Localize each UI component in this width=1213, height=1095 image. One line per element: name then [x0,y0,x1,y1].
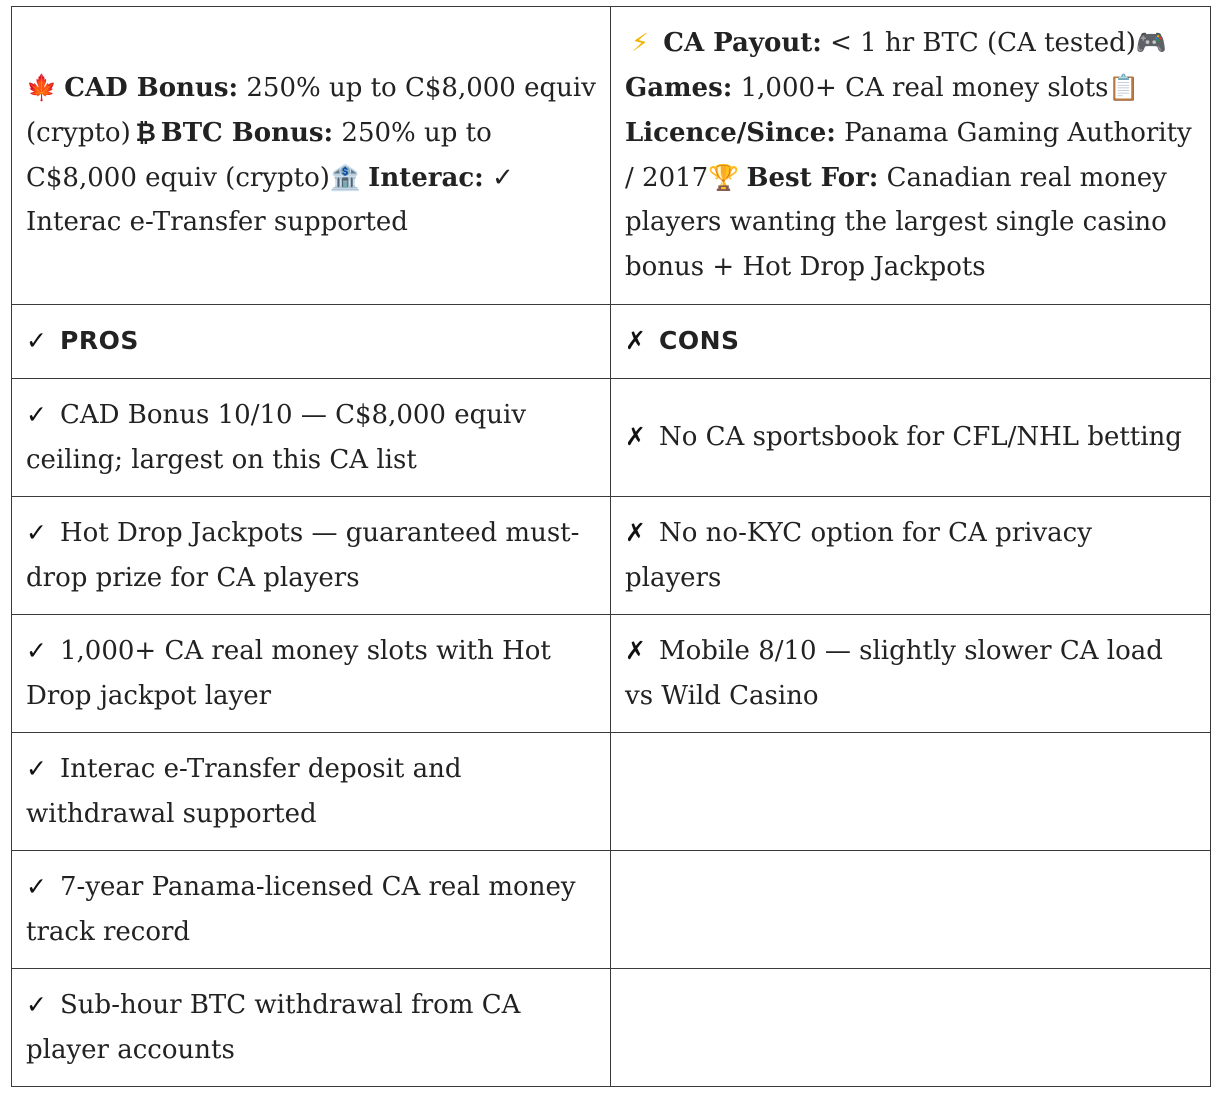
cross-icon: ✗ [625,326,646,356]
pro-text: CAD Bonus 10/10 — C$8,000 equiv ceiling; largest on this CA list [26,399,527,475]
check-icon: ✓ [26,399,47,429]
con-cell [611,379,1211,497]
best-for-value: Canadian real money players wanting the largest single casino bonus + Hot Drop Jackpots [625,162,1167,283]
licence-value: Panama Gaming Authority / 2017 [625,117,1192,193]
trophy-icon: 🏆 [708,162,740,192]
check-icon: ✓ [26,635,47,665]
con-cell [611,497,1211,615]
check-icon: ✓ [26,989,47,1019]
bitcoin-icon: ₿ [135,117,156,147]
bank-icon: 🏦 [329,162,362,192]
check-icon: ✓ [26,871,47,901]
maple-leaf-icon: 🍁 [26,72,58,102]
con-text: Mobile 8/10 — slightly slower CA load vs Wild Casino [625,635,1163,711]
clipboard-icon: 📋 [1108,72,1140,102]
con-text: No CA sportsbook for CFL/NHL betting [659,422,1182,453]
payout-value: < 1 hr BTC (CA tested) [821,28,1136,59]
games-label: Games: [625,72,733,103]
pro-cell [12,497,611,615]
cross-icon: ✗ [625,517,646,547]
con-cell [611,615,1211,733]
table-row [12,615,1211,733]
gamepad-icon: 🎮 [1135,28,1168,58]
cad-bonus-label: CAD Bonus: [64,72,239,103]
lightning-icon: ⚡ [631,28,649,58]
pros-header-cell [12,305,611,379]
table-row [12,733,1211,851]
pro-cell [12,379,611,497]
check-icon: ✓ [26,517,47,547]
con-cell-empty [611,851,1211,969]
info-row [12,7,1211,305]
cad-bonus-value: 250% up to C$8,000 equiv (crypto) [26,72,596,148]
check-icon: ✓ [26,326,47,356]
table-row [12,379,1211,497]
pro-cell [12,851,611,969]
cross-icon: ✗ [625,422,646,452]
licence-label: Licence/Since: [625,117,836,148]
pro-text: Hot Drop Jackpots — guaranteed must-drop prize for CA players [26,517,580,593]
pros-heading: PROS [60,326,139,356]
table-row [12,969,1211,1087]
con-cell-empty [611,969,1211,1087]
con-cell-empty [611,733,1211,851]
con-text: No no-KYC option for CA privacy players [625,517,1092,593]
btc-bonus-label: BTC Bonus: [160,117,334,148]
pro-text: 1,000+ CA real money slots with Hot Drop jackpot layer [26,635,551,711]
pro-text: Sub-hour BTC withdrawal from CA player accounts [26,989,521,1065]
payout-label: CA Payout: [663,28,822,59]
interac-value: ✓ Interac e-Transfer supported [26,162,514,238]
cons-header-cell [611,305,1211,379]
pro-text: 7-year Panama-licensed CA real money track record [26,871,576,947]
best-for-label: Best For: [746,162,879,193]
pro-cell [12,969,611,1087]
btc-bonus-value: 250% up to C$8,000 equiv (crypto) [26,117,492,193]
header-row [12,305,1211,379]
cons-heading: CONS [659,326,740,356]
table-row [12,851,1211,969]
games-value: 1,000+ CA real money slots [732,72,1109,103]
pro-cell [12,733,611,851]
check-icon: ✓ [26,753,47,783]
bonus-info-cell [12,7,611,305]
cross-icon: ✗ [625,635,646,665]
pro-cell [12,615,611,733]
pro-text: Interac e-Transfer deposit and withdrawal supported [26,753,462,829]
pros-cons-table [11,6,1211,1087]
casino-info-cell [611,7,1211,305]
table-row [12,497,1211,615]
interac-label: Interac: [368,162,484,193]
